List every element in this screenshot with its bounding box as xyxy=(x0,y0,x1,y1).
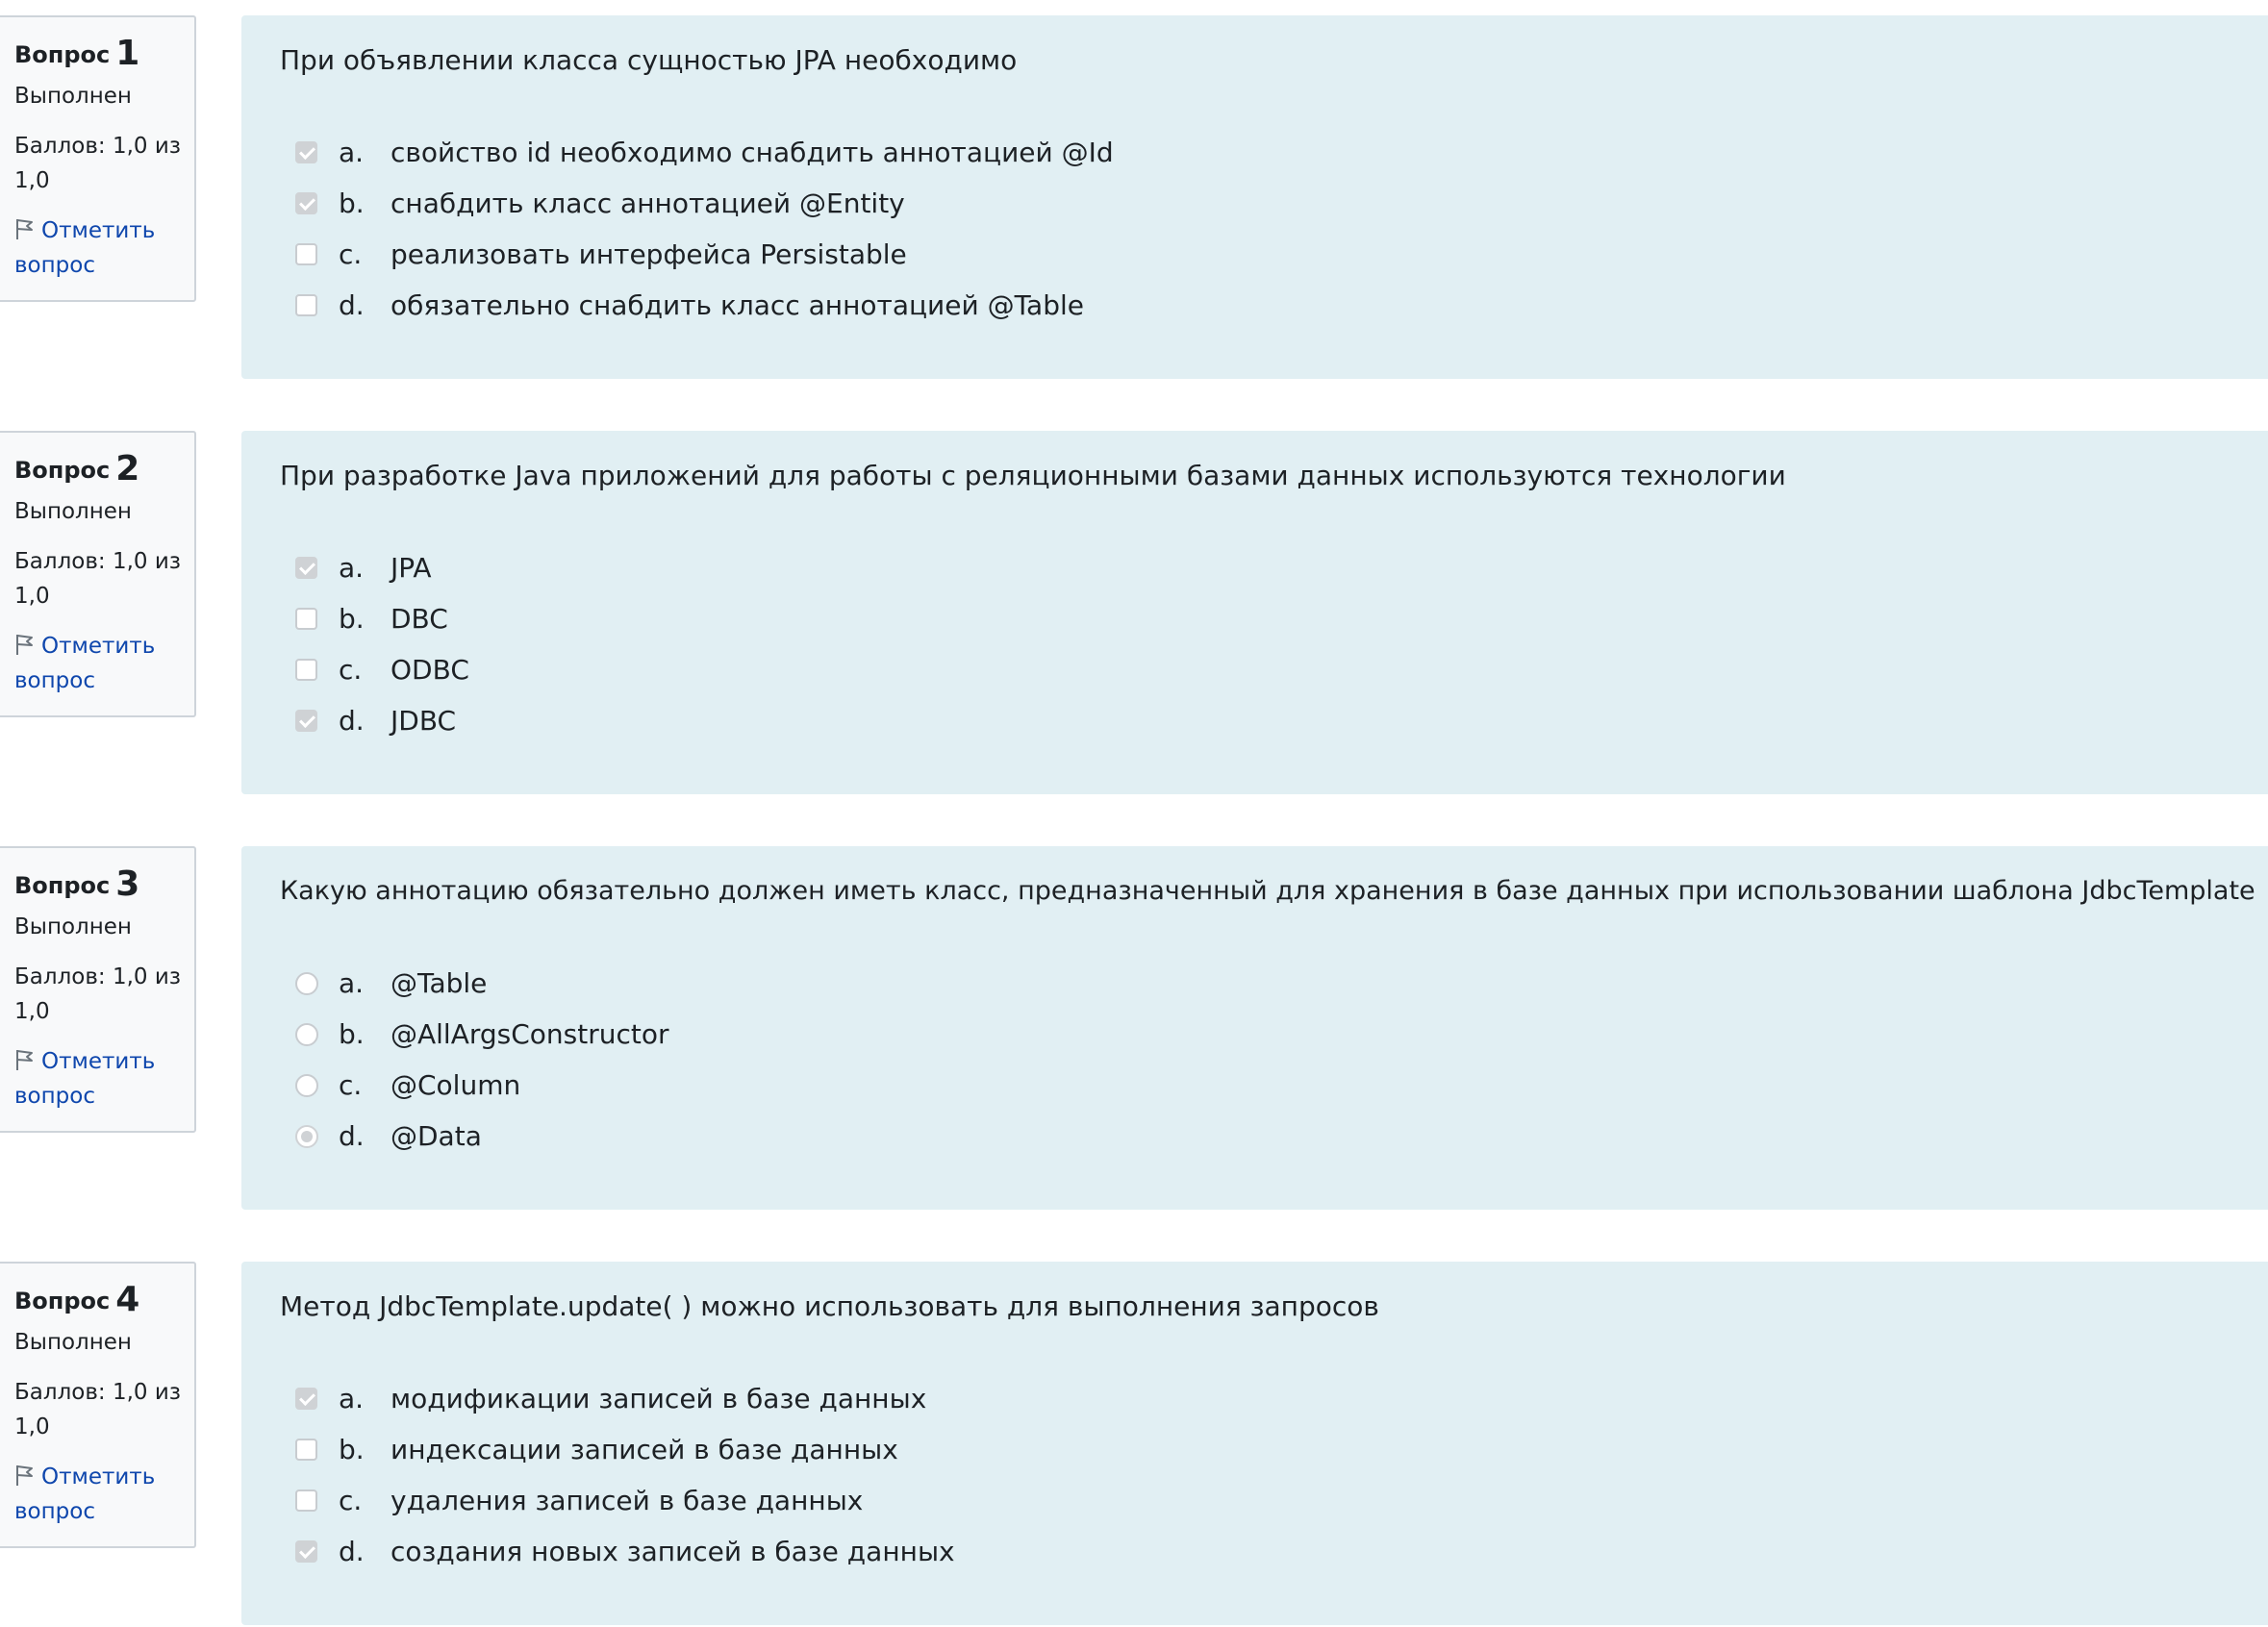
answer-checkbox[interactable] xyxy=(295,557,317,579)
question-content xyxy=(241,15,2268,379)
answer-text[interactable]: @Table xyxy=(391,967,488,999)
answer-checkbox[interactable] xyxy=(295,1439,317,1461)
answer-letter: d. xyxy=(339,1120,365,1152)
flag-question-link[interactable] xyxy=(14,1460,183,1529)
question-1 xyxy=(0,15,2268,381)
answer-letter: c. xyxy=(339,238,363,270)
answer-text[interactable]: ODBC xyxy=(391,654,469,686)
flag-question-label[interactable]: Отметить вопрос xyxy=(14,218,156,278)
answer-text[interactable]: создания новых записей в базе данных xyxy=(391,1536,955,1567)
question-number-value: 4 xyxy=(115,1280,140,1319)
question-grade: Баллов: 1,0 из 1,0 xyxy=(14,964,182,1024)
question-number-value: 1 xyxy=(115,34,140,73)
answer-radio[interactable] xyxy=(295,1074,318,1097)
question-state: Выполнен xyxy=(14,84,132,109)
question-state: Выполнен xyxy=(14,499,132,524)
question-content xyxy=(241,846,2268,1210)
question-3 xyxy=(0,846,2268,1212)
answer-checkbox[interactable] xyxy=(295,192,317,214)
answer-checkbox[interactable] xyxy=(295,243,317,265)
answer-checkbox[interactable] xyxy=(295,1388,317,1410)
answer-letter: b. xyxy=(339,188,365,219)
question-content xyxy=(241,431,2268,794)
answer-text[interactable]: @Column xyxy=(391,1069,521,1101)
answer-radio[interactable] xyxy=(295,1125,318,1148)
flag-question-label[interactable]: Отметить вопрос xyxy=(14,1464,156,1524)
answer-text[interactable]: снабдить класс аннотацией @Entity xyxy=(391,188,905,219)
question-text: Какую аннотацию обязательно должен иметь класс, предназначенный для хранения в базе данных при использовании шаблона JdbcTemplate xyxy=(280,876,2255,906)
flag-icon xyxy=(14,1463,36,1486)
answer-checkbox[interactable] xyxy=(295,710,317,732)
answer-text[interactable]: JDBC xyxy=(391,705,457,737)
question-number-value: 3 xyxy=(115,864,140,904)
question-content xyxy=(241,1262,2268,1625)
answer-checkbox[interactable] xyxy=(295,1489,317,1512)
question-number xyxy=(14,31,194,77)
question-info xyxy=(0,1262,196,1548)
answer-letter: c. xyxy=(339,1485,363,1516)
question-2 xyxy=(0,431,2268,796)
flag-question-link[interactable] xyxy=(14,629,183,698)
question-grade: Баллов: 1,0 из 1,0 xyxy=(14,549,182,609)
answer-text[interactable]: DBC xyxy=(391,603,448,635)
answer-text[interactable]: @AllArgsConstructor xyxy=(391,1018,669,1050)
question-word: Вопрос xyxy=(14,1288,111,1314)
answer-text[interactable]: удаления записей в базе данных xyxy=(391,1485,864,1516)
question-text: При объявлении класса сущностью JPA необходимо xyxy=(280,44,1018,76)
question-state: Выполнен xyxy=(14,914,132,939)
question-grade: Баллов: 1,0 из 1,0 xyxy=(14,1380,182,1439)
answer-checkbox[interactable] xyxy=(295,1540,317,1563)
answer-letter: a. xyxy=(339,137,365,168)
flag-question-link[interactable] xyxy=(14,213,183,283)
answer-letter: c. xyxy=(339,1069,363,1101)
answer-text[interactable]: реализовать интерфейса Persistable xyxy=(391,238,907,270)
question-word: Вопрос xyxy=(14,457,111,484)
flag-question-label[interactable]: Отметить вопрос xyxy=(14,1049,156,1109)
question-info xyxy=(0,846,196,1133)
answer-letter: d. xyxy=(339,289,365,321)
question-state: Выполнен xyxy=(14,1330,132,1355)
question-number xyxy=(14,446,194,492)
answer-checkbox[interactable] xyxy=(295,294,317,316)
flag-icon xyxy=(14,1047,36,1070)
answer-letter: a. xyxy=(339,552,365,584)
answer-text[interactable]: индексации записей в базе данных xyxy=(391,1434,898,1465)
question-number-value: 2 xyxy=(115,449,140,488)
answer-radio[interactable] xyxy=(295,1023,318,1046)
question-number xyxy=(14,1277,194,1323)
answer-letter: a. xyxy=(339,967,365,999)
answer-letter: c. xyxy=(339,654,363,686)
question-word: Вопрос xyxy=(14,41,111,68)
answer-text[interactable]: свойство id необходимо снабдить аннотацией @Id xyxy=(391,137,1114,168)
question-text: При разработке Java приложений для работы с реляционными базами данных используются технологии xyxy=(280,460,1786,491)
answer-text[interactable]: модификации записей в базе данных xyxy=(391,1383,927,1414)
flag-icon xyxy=(14,632,36,655)
question-text: Метод JdbcTemplate.update( ) можно использовать для выполнения запросов xyxy=(280,1290,1379,1322)
question-grade: Баллов: 1,0 из 1,0 xyxy=(14,134,182,193)
flag-icon xyxy=(14,216,36,239)
question-info xyxy=(0,431,196,717)
answer-letter: b. xyxy=(339,603,365,635)
answer-letter: a. xyxy=(339,1383,365,1414)
answer-radio[interactable] xyxy=(295,972,318,995)
answer-checkbox[interactable] xyxy=(295,141,317,163)
answer-text[interactable]: @Data xyxy=(391,1120,482,1152)
question-4 xyxy=(0,1262,2268,1627)
answer-checkbox[interactable] xyxy=(295,608,317,630)
answer-letter: d. xyxy=(339,705,365,737)
answer-letter: d. xyxy=(339,1536,365,1567)
answer-letter: b. xyxy=(339,1018,365,1050)
question-number xyxy=(14,862,194,908)
question-word: Вопрос xyxy=(14,872,111,899)
flag-question-link[interactable] xyxy=(14,1044,183,1114)
flag-question-label[interactable]: Отметить вопрос xyxy=(14,634,156,693)
answer-checkbox[interactable] xyxy=(295,659,317,681)
answer-letter: b. xyxy=(339,1434,365,1465)
question-info xyxy=(0,15,196,302)
answer-text[interactable]: обязательно снабдить класс аннотацией @Table xyxy=(391,289,1084,321)
answer-text[interactable]: JPA xyxy=(391,552,432,584)
